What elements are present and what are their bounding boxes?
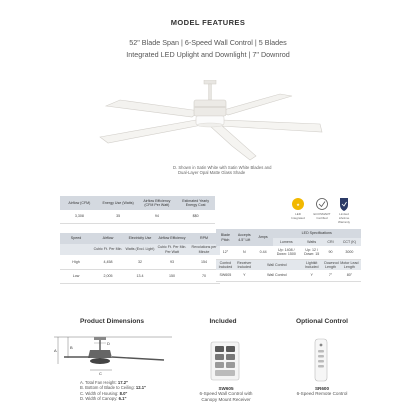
rpm-subheader: Revolutions per Minute <box>188 244 220 255</box>
features-line-1: 52" Blade Span | 6-Speed Wall Control | 5 Blades <box>129 38 287 47</box>
energy-use-value: 35 <box>99 210 138 223</box>
remote-control-image <box>313 338 329 382</box>
airflow-subheader: Cubic Ft. Per Min. <box>92 244 124 255</box>
lift-header: Accepts 4.5" Lift <box>235 229 254 246</box>
dimension-label-a: A <box>54 348 57 353</box>
efficiency-header: Airflow Efficiency (CFM Per Watt) <box>138 196 177 210</box>
warranty-badge-label: Limited Lifetime Warranty <box>337 212 351 224</box>
warranty-shield-icon <box>340 198 348 211</box>
dimension-diagram <box>54 334 172 376</box>
ceiling-fan-image <box>70 80 360 175</box>
optional-model: SR600 <box>314 386 330 391</box>
dimension-label-b: B <box>70 345 73 350</box>
table-row: SW605 Y Wall Control Y 7" 80" <box>216 270 361 281</box>
included-heading: Included <box>209 318 237 325</box>
airflow-header: Airflow (CFM) <box>60 196 99 210</box>
table-row: Low 2,005 13.4 150 70 <box>60 269 220 283</box>
airflow-value: 3,308 <box>60 210 99 223</box>
blade-pitch-header: Blade Pitch <box>216 229 235 246</box>
optional-heading: Optional Control <box>295 318 348 325</box>
dimension-label-c: C <box>99 371 102 376</box>
electricity-subheader: Watts (Excl. Light) <box>124 244 156 255</box>
eco-badge-icon <box>317 199 328 210</box>
speed-header: Speed <box>60 233 92 244</box>
amps-header: Amps <box>254 229 273 246</box>
caption-marker: D. <box>173 165 179 170</box>
energy-use-header: Energy Use (Watts) <box>99 196 138 210</box>
image-caption: D. Shown in Satin White with Satin White Blades and Dual-Layer Opal Matte Glass Shade <box>173 165 272 176</box>
dimension-label-d: D <box>107 341 110 346</box>
list-item: D. Width of Canopy: 6.1" <box>80 396 127 402</box>
efficiency-subheader: Cubic Ft. Per Min. Per Watt <box>157 245 187 254</box>
speed-table <box>60 233 220 284</box>
led-badge-label: LED Integrated <box>291 212 305 220</box>
led-spec-header: LED Specifications <box>273 229 361 238</box>
electricity-header: Electricity Use <box>124 233 156 244</box>
included-caption: SW605 6-Speed Wall Control with Canopy Mount Receiver <box>178 386 274 402</box>
energy-cost-header: Estimated Yearly Energy Cost <box>176 196 215 210</box>
efficiency-header: Airflow Efficiency <box>156 233 188 244</box>
energy-cost-value: $$0 <box>176 210 215 223</box>
rpm-header: RPM <box>188 233 220 244</box>
list-item: B. Bottom of Blade to Ceiling: 12.1" <box>80 385 147 391</box>
optional-caption: SR600 6-Speed Remote Control <box>270 386 374 397</box>
included-model: SW605 <box>218 386 234 391</box>
wall-control-image <box>205 340 245 382</box>
dimensions-heading: Product Dimensions <box>79 318 145 325</box>
dimension-list <box>80 380 180 402</box>
eco-badge-label: ECOSMART Certified <box>313 212 331 220</box>
efficiency-value: 94 <box>138 210 177 223</box>
svg-text:★: ★ <box>296 202 300 207</box>
table-row: 12° N 0.44 Up: 1408 / Down: 1500 Up: 12 / Down: 15 90 3000 <box>216 246 361 259</box>
spec-table: Blade Pitch Accepts 4.5" Lift Amps LED Specifications Lumens Watts CRI CCT (K) 12° N 0.44 Up: 1408 / Down: 1500 Up: 12 / Down: 15 90 3000 Control Included Receiver Included Wall Control Lightkit Included Downrod Length Motor Lead Length SW605 Y Wall Control Y 7" 80" <box>216 229 361 282</box>
airflow-table <box>60 196 215 224</box>
list-item: C. Width of Housing: 8.0" <box>80 390 128 396</box>
page-title: MODEL FEATURES <box>170 18 246 27</box>
features-line-2: Integrated LED Uplight and Downlight | 7" Downrod <box>126 50 290 59</box>
airflow-header: Airflow <box>92 233 124 244</box>
led-badge-icon <box>292 198 304 210</box>
table-row: High 4,458 32 93 154 <box>60 255 220 269</box>
list-item: A. Total Fan Height: 17.2" <box>80 380 129 385</box>
badge-row <box>286 196 366 224</box>
